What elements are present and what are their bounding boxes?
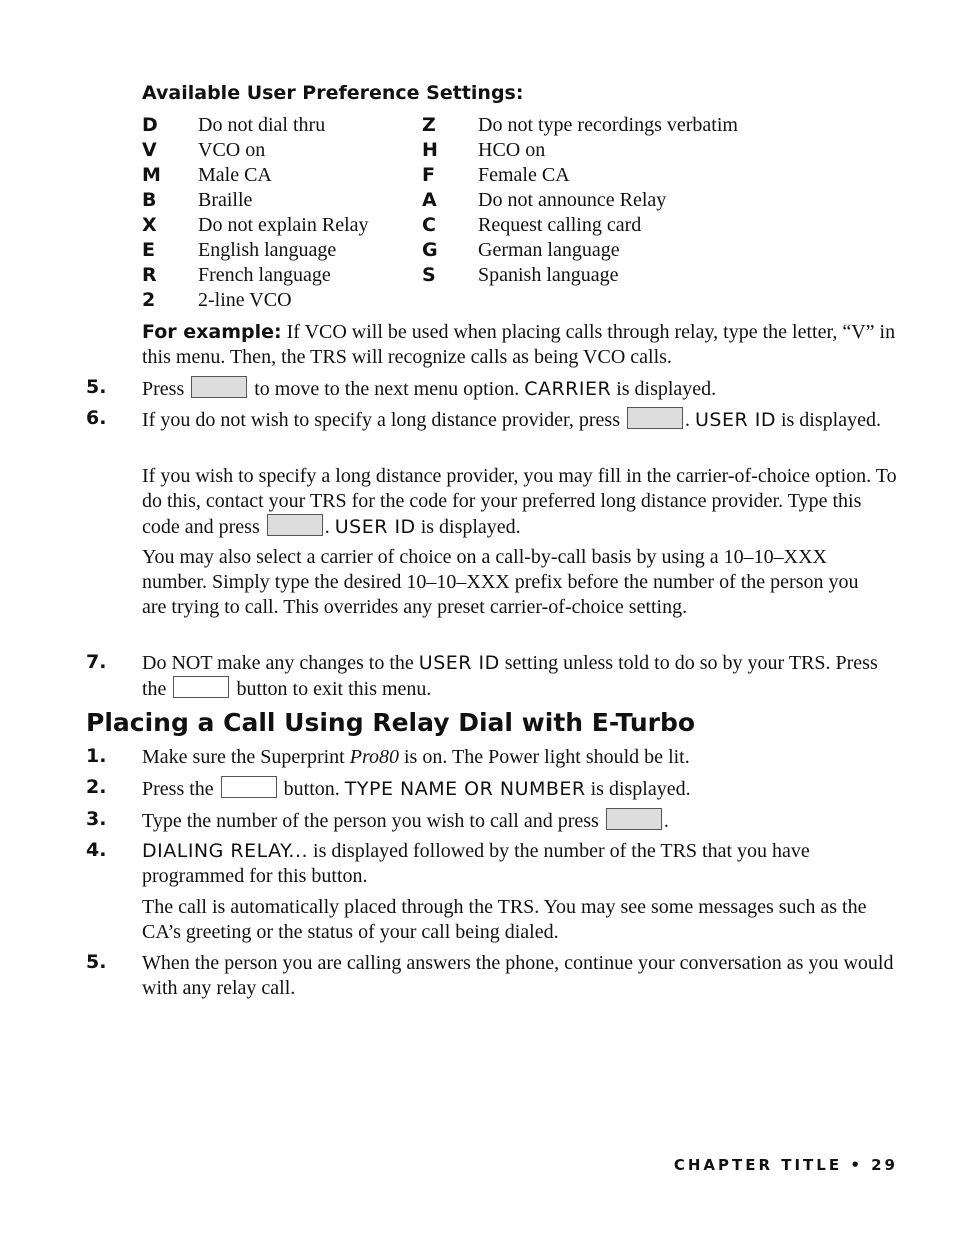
- next-key: [191, 376, 247, 398]
- next-key: [267, 514, 323, 536]
- lcd-text: CARRIER: [524, 378, 612, 400]
- setting-label: Braille: [198, 189, 253, 211]
- setting-label: Female CA: [478, 164, 570, 186]
- example-text: If VCO will be used when placing calls through relay, type the letter, “V” in this menu. Then, the TRS will recognize calls as being VCO calls.: [142, 321, 896, 368]
- example-label: For example:: [142, 321, 282, 343]
- setting-label: VCO on: [198, 139, 266, 161]
- setting-code: H: [422, 139, 438, 161]
- setting-label: Request calling card: [478, 214, 642, 236]
- setting-label: German language: [478, 239, 620, 261]
- step-number: 6.: [86, 407, 107, 429]
- exit-key: [173, 676, 229, 698]
- step-number: 2.: [86, 776, 107, 798]
- setting-code: E: [142, 239, 155, 261]
- section-step-5-text: When the person you are calling answers the phone, continue your conversation as you would with any relay call.: [142, 952, 894, 999]
- section-step-2-text: Press the button. TYPE NAME OR NUMBER is displayed.: [142, 778, 691, 800]
- setting-code: G: [422, 239, 438, 261]
- relay-dial-key: [221, 776, 277, 798]
- step-number: 4.: [86, 839, 107, 861]
- section-step-4-text: DIALING RELAY... is displayed followed by the number of the TRS that you have programmed for this button.: [142, 840, 810, 887]
- step-number: 3.: [86, 808, 107, 830]
- step-6-carrier-paragraph: If you wish to specify a long distance provider, you may fill in the carrier-of-choice option. To do this, contact your TRS for the code for your preferred long distance provider. Type this code and press . USER ID is displayed.: [142, 465, 897, 538]
- setting-code: F: [422, 164, 435, 186]
- setting-label: Do not explain Relay: [198, 214, 369, 236]
- settings-title: Available User Preference Settings:: [142, 82, 524, 104]
- setting-code: A: [422, 189, 437, 211]
- step-number: 1.: [86, 745, 107, 767]
- step-number: 5.: [86, 376, 107, 398]
- setting-label: English language: [198, 239, 337, 261]
- lcd-text: TYPE NAME OR NUMBER: [344, 778, 586, 800]
- section-step-4-paragraph: The call is automatically placed through the TRS. You may see some messages such as the CA’s greeting or the status of your call being dialed.: [142, 896, 867, 943]
- step-5-text: Press to move to the next menu option. CARRIER is displayed.: [142, 378, 717, 400]
- lcd-text: USER ID: [418, 652, 500, 674]
- setting-code: M: [142, 164, 161, 186]
- next-key: [627, 407, 683, 429]
- setting-code: C: [422, 214, 436, 236]
- setting-code: Z: [422, 114, 436, 136]
- step-number: 7.: [86, 651, 107, 673]
- example-paragraph: [142, 320, 902, 370]
- page-footer: CHAPTER TITLE • 29: [673, 1156, 898, 1174]
- setting-label: Do not type recordings verbatim: [478, 114, 738, 136]
- enter-key: [606, 808, 662, 830]
- section-heading: Placing a Call Using Relay Dial with E-Turbo: [86, 708, 696, 737]
- setting-label: HCO on: [478, 139, 546, 161]
- setting-code: B: [142, 189, 157, 211]
- lcd-text: USER ID: [695, 409, 776, 431]
- setting-code: S: [422, 264, 436, 286]
- setting-code: X: [142, 214, 157, 236]
- lcd-text: DIALING RELAY...: [142, 840, 309, 862]
- step-6-callbycall-paragraph: You may also select a carrier of choice on a call-by-call basis by using a 10–10–XXX number. Simply type the desired 10–10–XXX prefix before the number of the person you are trying to call. This overrides any preset carrier-of-choice setting.: [142, 546, 859, 618]
- setting-code: D: [142, 114, 158, 136]
- setting-label: Do not announce Relay: [478, 189, 667, 211]
- section-step-3-text: Type the number of the person you wish to call and press .: [142, 810, 669, 832]
- setting-label: French language: [198, 264, 331, 286]
- step-7-text: Do NOT make any changes to the USER ID setting unless told to do so by your TRS. Press the button to exit this menu.: [142, 652, 878, 700]
- setting-code: V: [142, 139, 157, 161]
- setting-label: Male CA: [198, 164, 272, 186]
- setting-code: 2: [142, 289, 156, 311]
- setting-label: Do not dial thru: [198, 114, 326, 136]
- section-step-1-text: Make sure the Superprint Pro80 is on. The Power light should be lit.: [142, 746, 690, 768]
- lcd-text: USER ID: [334, 516, 416, 538]
- setting-code: R: [142, 264, 157, 286]
- setting-label: Spanish language: [478, 264, 619, 286]
- step-number: 5.: [86, 951, 107, 973]
- step-6-text: If you do not wish to specify a long distance provider, press . USER ID is displayed.: [142, 409, 881, 431]
- setting-label: 2-line VCO: [198, 289, 292, 311]
